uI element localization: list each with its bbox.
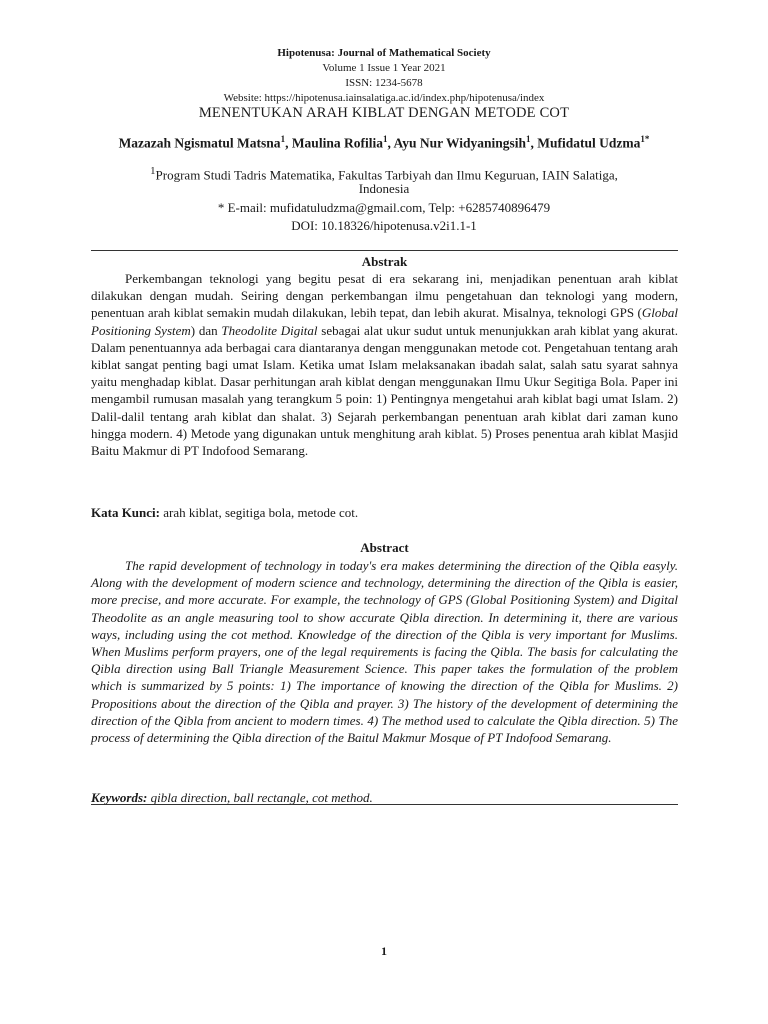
bottom-divider: [91, 804, 678, 805]
doi: DOI: 10.18326/hipotenusa.v2i1.1-1: [291, 218, 477, 233]
author-affiliation-mark: 1: [280, 134, 286, 144]
page-number: 1: [381, 944, 387, 958]
abstrak-paragraph: [91, 270, 678, 459]
paper-title: MENENTUKAN ARAH KIBLAT DENGAN METODE COT: [198, 105, 570, 121]
website: Website: https://hipotenusa.iainsalatiga.ac.id/index.php/hipotenusa/index: [223, 92, 545, 104]
abstrak-italic-term: Theodolite Digital: [221, 322, 318, 338]
kata-kunci: [91, 505, 678, 521]
keywords-label: Keywords:: [91, 790, 148, 805]
volume-info: Volume 1 Issue 1 Year 2021: [322, 62, 446, 74]
author-affiliation-mark: 1*: [640, 134, 650, 144]
affiliation-text: Program Studi Tadris Matematika, Fakultas Tarbiyah dan Ilmu Keguruan, IAIN Salatiga,: [155, 167, 618, 183]
contact-email: * E-mail: mufidatuludzma@gmail.com, Telp: +6285740896479: [217, 200, 551, 215]
abstrak-text-part: ) dan: [190, 322, 222, 338]
author-name: Maulina Rofilia: [291, 135, 383, 151]
author-name: Mufidatul Udzma: [537, 135, 641, 151]
abstrak-text-part: Perkembangan teknologi yang begitu pesat di era sekarang ini, menjadikan penentuan arah kiblat dilakukan dengan mudah. Seiring dengan perkembangan ilmu pengetahuan dan teknologi yang modern, penentuan arah kiblat semakin mudah dilakukan, lebih tepat, dan lebih akurat. Misalnya, teknologi GPS (: [91, 271, 678, 321]
abstract-heading: Abstract: [360, 540, 409, 555]
author-separator: ,: [387, 135, 394, 151]
author-separator: ,: [530, 135, 538, 151]
kata-kunci-label: Kata Kunci:: [91, 505, 160, 520]
kata-kunci-values: arah kiblat, segitiga bola, metode cot.: [159, 505, 359, 520]
affiliation-line-2: Indonesia: [358, 181, 410, 196]
abstrak-text-part: sebagai alat ukur sudut untuk menunjukkan arah kiblat yang akurat. Dalam penentuannya ada berbagai cara diantaranya dengan menggunakan metode cot. Pengetahuan tentang arah kiblat sangat penting bagi umat Islam. Ketika umat Islam melaksanakan ibadah salat, salah satu syarat sahnya yaitu menghadap kiblat. Dasar perhitungan arah kiblat dengan menggunakan Ilmu Ukur Segitiga Bola. Paper ini mengambil rumusan masalah yang terangkum 5 poin: 1) Pentingnya mengetahui arah kiblat bagi umat Islam. 2) Dalil-dalil tentang arah kiblat dan shalat. 3) Sejarah perkembangan penentuan arah kiblat dari zaman kuno hingga modern. 4) Metode yang digunakan untuk menghitung arah kiblat. 5) Proses penentua arah kiblat Masjid Baitu Makmur di PT Indofood Semarang.: [91, 322, 678, 459]
author-affiliation-mark: 1: [382, 134, 388, 144]
abstract-paragraph: The rapid development of technology in today's era makes determining the direction of the Qibla easyly. Along with the development of modern science and technology, determining the direction of the Qibla is easier, more precise, and more accurate. For example, the technology of GPS (Global Positioning System) and Digital Theodolite as an angle measuring tool to show accurate Qibla direction. In determining it, there are various ways, including using the cot method. Knowledge of the direction of the Qibla is very important for Muslims. When Muslims perform prayers, one of the legal requirements is facing the Qibla. The basis for calculating the Qibla direction using Ball Triangle Measurement Science. This paper takes the formulation of the problem which is summarized by 5 points: 1) The importance of knowing the direction of the Qibla for Muslims. 2) Propositions about the direction of the Qibla and prayer. 3) The history of the development of determining the direction of the Qibla from ancient to modern times. 4) The method used to calculate the Qibla direction. 5) The process of determining the Qibla direction of the Baitul Makmur Mosque of PT Indofood Semarang.: [91, 558, 678, 746]
author-affiliation-mark: 1: [526, 134, 531, 144]
keywords-values: qibla direction, ball rectangle, cot method.: [147, 790, 373, 805]
author-list: [0, 134, 768, 152]
abstrak-italic-term: Global Positioning System: [91, 305, 678, 338]
affiliation-mark: 1: [150, 165, 156, 177]
journal-name: Hipotenusa: Journal of Mathematical Society: [277, 47, 491, 59]
top-divider: [91, 250, 678, 251]
abstrak-heading: Abstrak: [361, 254, 408, 269]
author-name: Ayu Nur Widyaningsih: [393, 135, 527, 151]
author-name: Mazazah Ngismatul Matsna: [118, 135, 281, 151]
issn: ISSN: 1234-5678: [345, 77, 423, 89]
author-separator: ,: [285, 135, 292, 151]
